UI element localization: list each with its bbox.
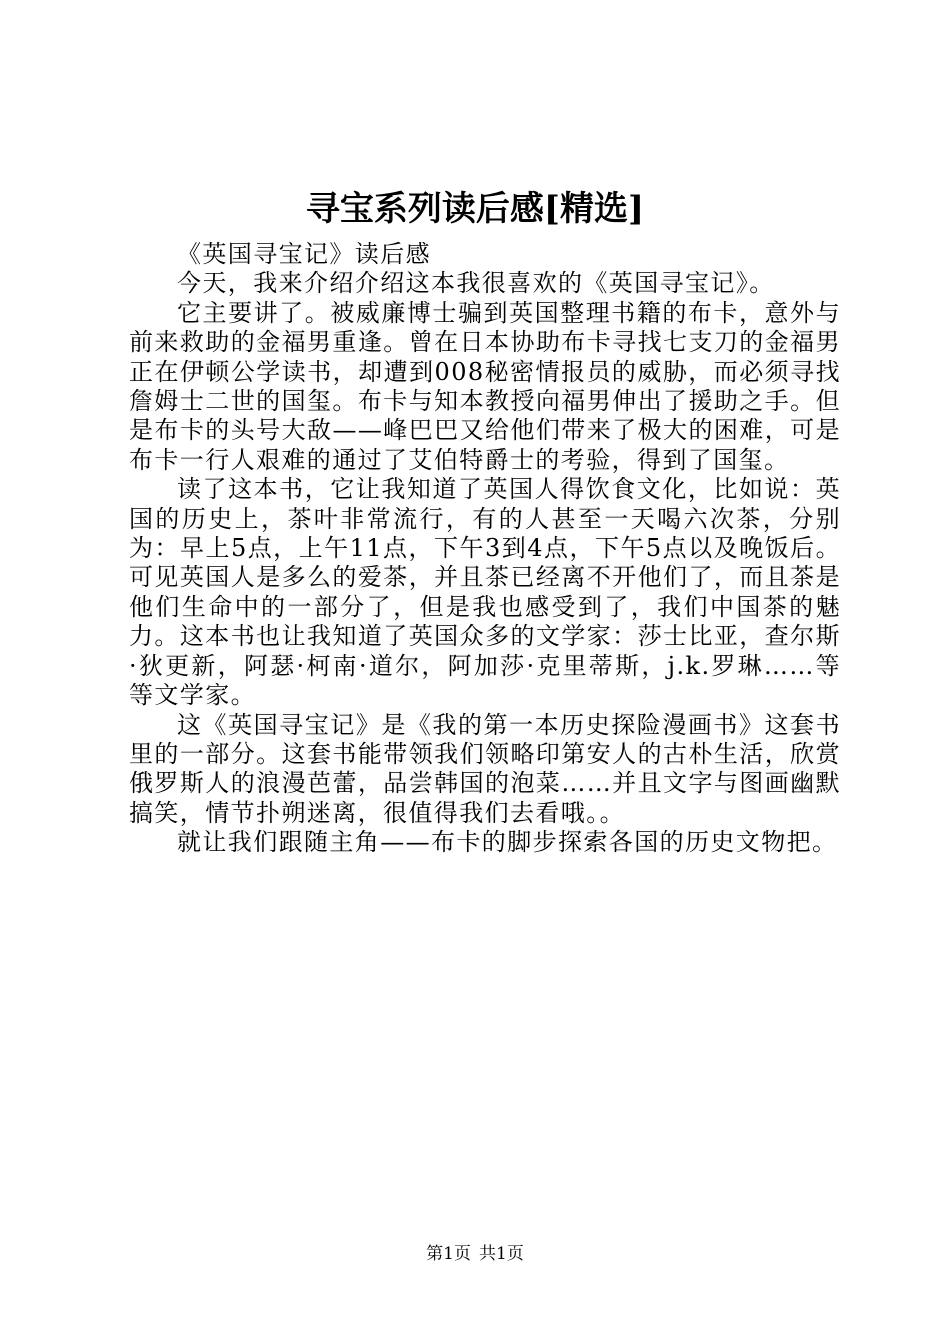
page-footer — [0, 1243, 950, 1265]
summary-paragraph: 它主要讲了。被威廉博士骗到英国整理书籍的布卡，意外与前来救助的金福男重逢。曾在日本协助布卡寻找七支刀的金福男正在伊顿公学读书，却遭到008秘密情报员的威胁，而必须寻找詹姆士二世的国玺。布卡与知本教授向福男伸出了援助之手。但是布卡的头号大敌——峰巴巴又给他们带来了极大的困难，可是布卡一行人艰难的通过了艾伯特爵士的考验，得到了国玺。 — [129, 298, 841, 474]
subtitle-paragraph: 《英国寻宝记》读后感 — [177, 240, 431, 268]
page-number: 第1页 — [426, 1244, 471, 1264]
intro-paragraph: 今天，我来介绍介绍这本我很喜欢的《英国寻宝记》。 — [177, 269, 775, 298]
closing-paragraph: 就让我们跟随主角——布卡的脚步探索各国的历史文物把。 — [177, 828, 838, 857]
document-body — [129, 240, 841, 858]
page-total: 共1页 — [479, 1244, 524, 1264]
series-paragraph: 这《英国寻宝记》是《我的第一本历史探险漫画书》这套书里的一部分。这套书能带领我们领略印第安人的古朴生活，欣赏俄罗斯人的浪漫芭蕾，品尝韩国的泡菜……并且文字与图画幽默搞笑，情节扑朔迷离，很值得我们去看哦。。 — [129, 710, 841, 827]
page-title: 寻宝系列读后感[精选] — [305, 189, 645, 229]
culture-paragraph: 读了这本书，它让我知道了英国人得饮食文化，比如说：英国的历史上，茶叶非常流行，有的人甚至一天喝六次茶，分别为：早上5点，上午11点，下午3到4点，下午5点以及晚饭后。可见英国人是多么的爱茶，并且茶已经离不开他们了，而且茶是他们生命中的一部分了，但是我也感受到了，我们中国茶的魅力。这本书也让我知道了英国众多的文学家：莎士比亚，查尔斯·狄更新，阿瑟·柯南·道尔，阿加莎·克里蒂斯，j.k.罗琳……等等文学家。 — [129, 475, 841, 710]
